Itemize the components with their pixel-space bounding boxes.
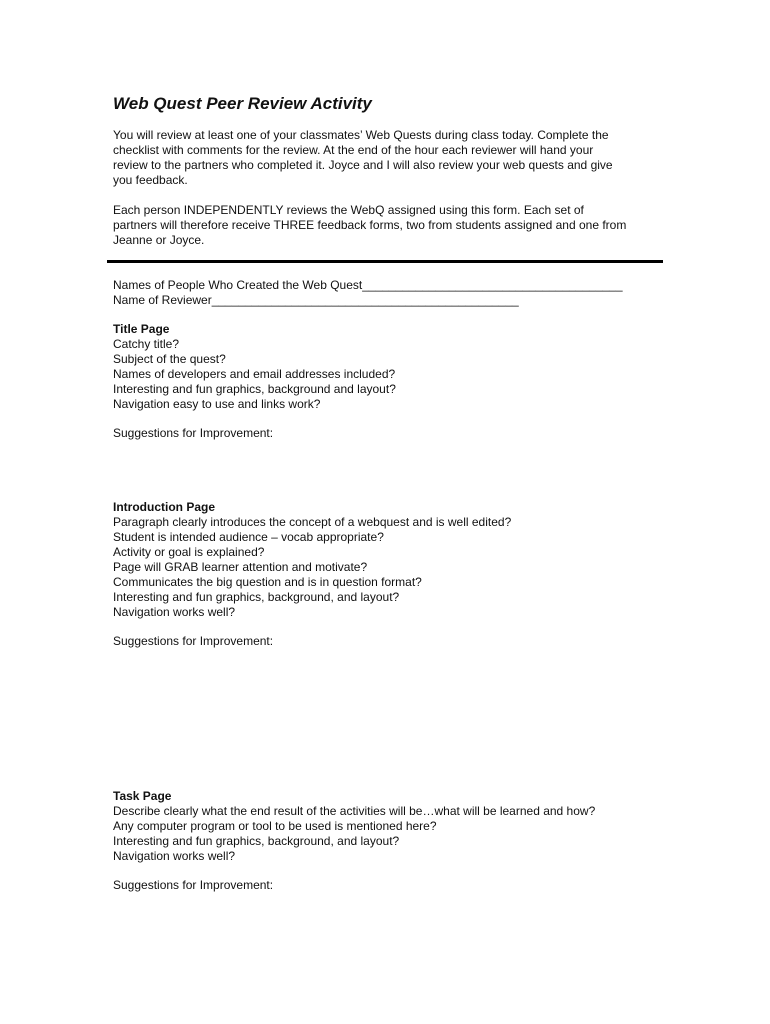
suggestions-label <box>113 426 273 441</box>
introduction-page-section <box>113 500 511 620</box>
title-page-section <box>113 322 396 412</box>
checklist-item: Activity or goal is explained? <box>113 545 265 559</box>
intro-line: checklist with comments for the review. At the end of the hour each reviewer will hand your <box>113 143 594 157</box>
checklist-item: Interesting and fun graphics, background, and layout? <box>113 834 400 848</box>
instructions-paragraph <box>113 203 673 248</box>
checklist-item: Communicates the big question and is in question format? <box>113 575 422 589</box>
suggestions-label <box>113 878 273 893</box>
creators-field: Names of People Who Created the Web Quest_______________________________________ <box>113 278 623 292</box>
suggestions-label <box>113 634 273 649</box>
checklist-item: Describe clearly what the end result of the activities will be…what will be learned and how? <box>113 804 596 818</box>
checklist-item: Interesting and fun graphics, background, and layout? <box>113 590 400 604</box>
instructions-line: Each person INDEPENDENTLY reviews the WebQ assigned using this form. Each set of <box>113 203 584 217</box>
checklist-item: Student is intended audience – vocab appropriate? <box>113 530 384 544</box>
checklist-item: Subject of the quest? <box>113 352 226 366</box>
section-heading: Introduction Page <box>113 500 215 514</box>
checklist-item: Paragraph clearly introduces the concept of a webquest and is well edited? <box>113 515 512 529</box>
reviewer-field: Name of Reviewer______________________________________________ <box>113 293 519 307</box>
checklist-item: Interesting and fun graphics, background and layout? <box>113 382 396 396</box>
checklist-item: Page will GRAB learner attention and motivate? <box>113 560 368 574</box>
checklist-item: Catchy title? <box>113 337 180 351</box>
task-page-section <box>113 789 595 864</box>
checklist-item: Navigation easy to use and links work? <box>113 397 321 411</box>
instructions-line: partners will therefore receive THREE feedback forms, two from students assigned and one from <box>113 218 627 232</box>
checklist-item: Names of developers and email addresses included? <box>113 367 396 381</box>
instructions-line: Jeanne or Joyce. <box>113 233 205 247</box>
section-heading: Title Page <box>113 322 170 336</box>
intro-line: review to the partners who completed it. Joyce and I will also review your web quests and give <box>113 158 613 172</box>
section-divider <box>107 260 663 263</box>
intro-line: you feedback. <box>113 173 188 187</box>
suggestions-text: Suggestions for Improvement: <box>113 634 274 648</box>
reviewer-fields <box>113 278 623 308</box>
suggestions-text: Suggestions for Improvement: <box>113 878 274 892</box>
checklist-item: Any computer program or tool to be used is mentioned here? <box>113 819 437 833</box>
intro-paragraph <box>113 128 673 188</box>
checklist-item: Navigation works well? <box>113 605 236 619</box>
page-title: Web Quest Peer Review Activity <box>113 94 372 113</box>
section-heading: Task Page <box>113 789 172 803</box>
suggestions-text: Suggestions for Improvement: <box>113 426 274 440</box>
checklist-item: Navigation works well? <box>113 849 236 863</box>
intro-line: You will review at least one of your classmates’ Web Quests during class today. Complete the <box>113 128 609 142</box>
